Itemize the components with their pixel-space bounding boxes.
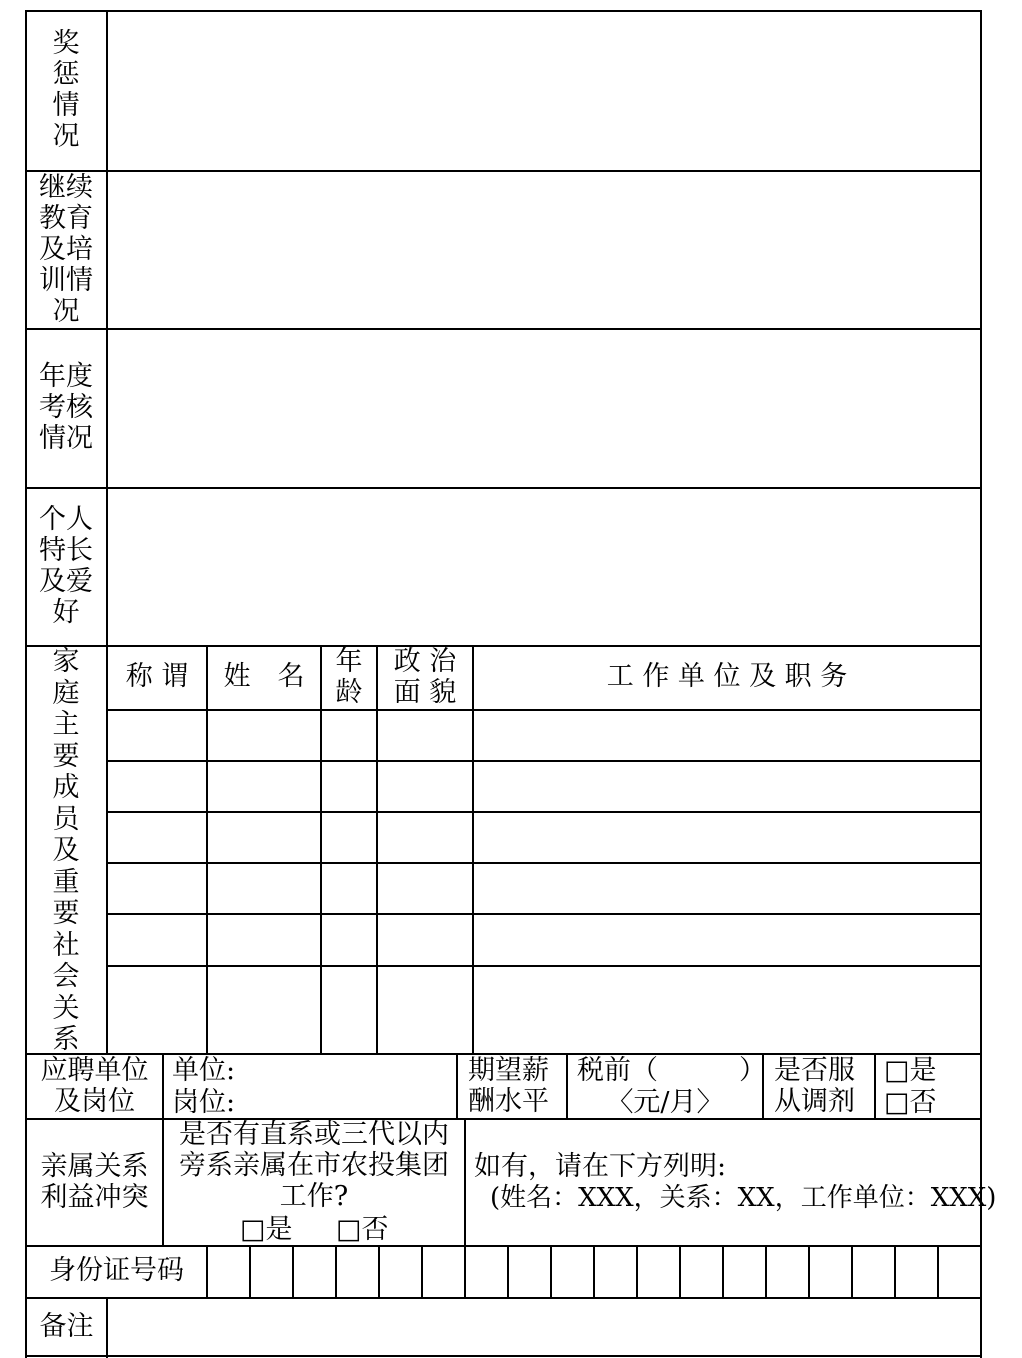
conflict-yes-checkbox[interactable]: □是 [240, 1214, 293, 1245]
adjust-no-checkbox[interactable]: □否 [884, 1087, 937, 1118]
header-political: 政 治 面 貌 [393, 646, 457, 708]
remarks-label: 备注 [39, 1311, 94, 1342]
header-employer: 工 作 单 位 及 职 务 [606, 661, 848, 692]
id-number-label: 身份证号码 [49, 1255, 184, 1286]
conflict-question: 是否有直系或三代以内旁系亲属在市农投集团工作? [179, 1119, 449, 1212]
appraisal-field[interactable] [108, 330, 980, 487]
conflict-no-checkbox[interactable]: □否 [336, 1214, 389, 1245]
appraisal-label: 年度考核情况 [39, 361, 93, 454]
training-field[interactable] [108, 172, 980, 328]
conflict-instruction: 如有，请在下方列明: [474, 1151, 727, 1182]
hobbies-field[interactable] [108, 489, 980, 645]
awards-field[interactable] [108, 12, 980, 170]
adjust-label: 是否服从调剂 [774, 1055, 855, 1117]
salary-unit: 〈元/月〉 [606, 1087, 724, 1118]
header-age: 年龄 [335, 646, 363, 708]
family-label: 家庭主要成员及重要社会关系 [52, 646, 80, 1055]
conflict-label: 亲属关系利益冲突 [40, 1151, 149, 1213]
id-number-cells[interactable] [208, 1247, 980, 1297]
unit-label: 单位: [172, 1055, 236, 1086]
remarks-field[interactable] [108, 1299, 980, 1355]
header-relation: 称 谓 [125, 661, 189, 692]
salary-label: 期望薪酬水平 [468, 1055, 549, 1117]
header-name: 姓 名 [223, 661, 305, 692]
hobbies-label: 个人特长及爱好 [39, 504, 93, 628]
conflict-format: (姓名：XXX，关系：XX，工作单位：XXX) [490, 1183, 997, 1213]
salary-value: 税前（ ） [577, 1055, 766, 1086]
awards-label: 奖惩情况 [52, 28, 80, 152]
post-label: 岗位: [172, 1087, 236, 1118]
training-label: 继续教育及培训情况 [39, 172, 93, 327]
adjust-yes-checkbox[interactable]: □是 [884, 1055, 937, 1086]
application-label: 应聘单位及岗位 [40, 1055, 149, 1117]
